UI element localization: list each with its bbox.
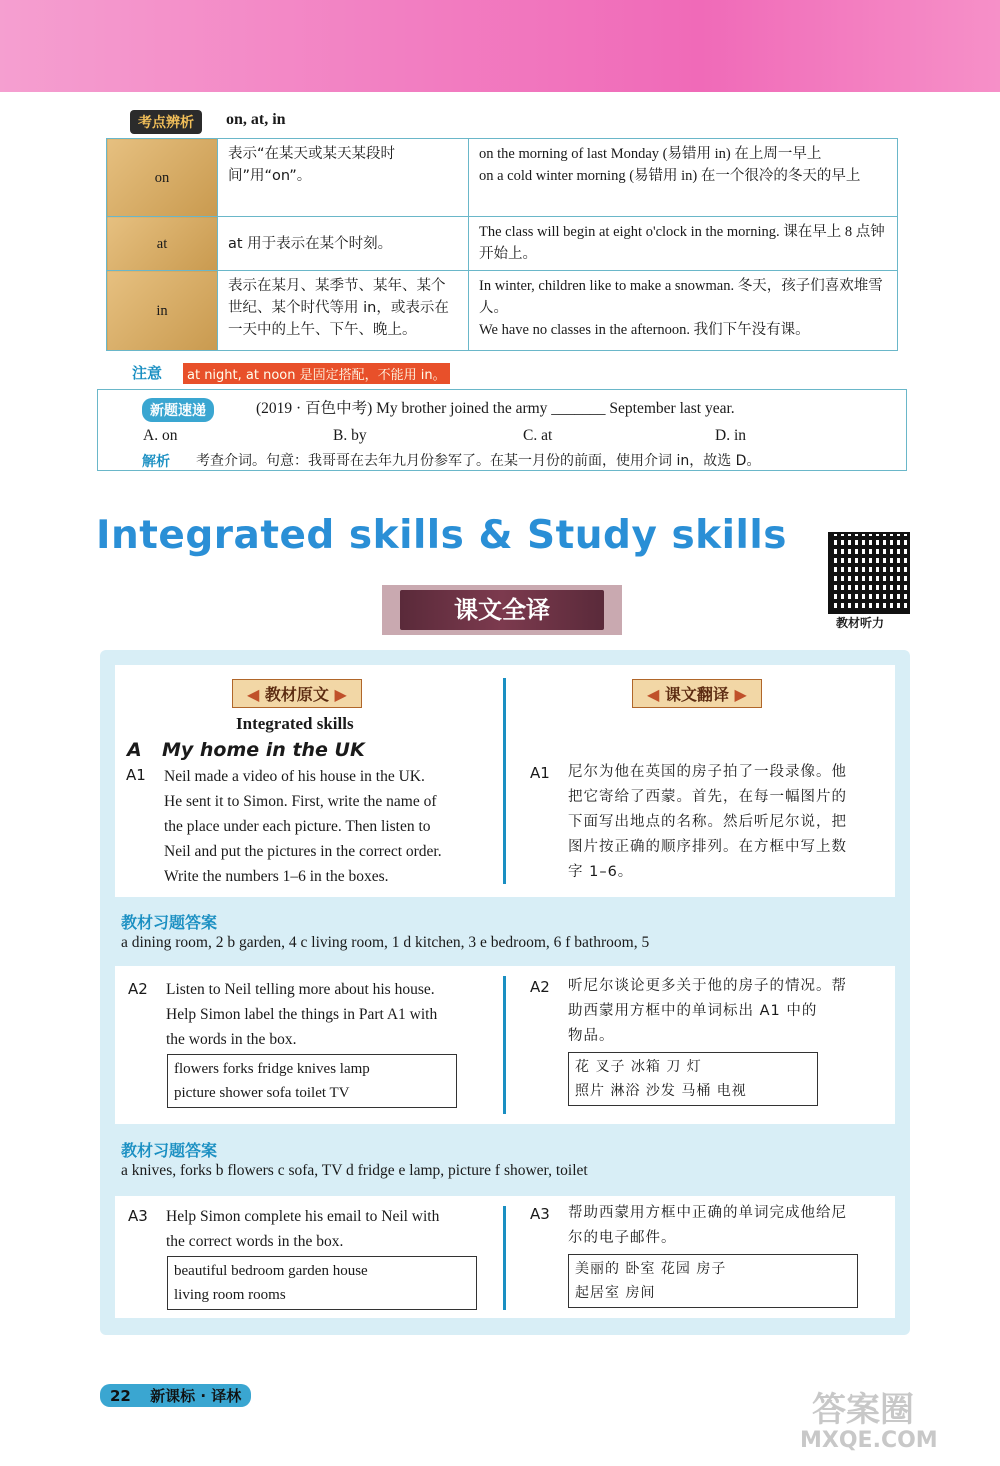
- word-line: 照片 淋浴 沙发 马桶 电视: [575, 1083, 747, 1099]
- word-line: picture shower sofa toilet TV: [174, 1085, 350, 1101]
- answer-text: a dining room, 2 b garden, 4 c living room, 1 d kitchen, 3 e bedroom, 6 f bathroom, 5: [121, 934, 650, 951]
- rule-cell: 表示“在某天或某天某段时间”用“on”。: [218, 139, 469, 217]
- answer-label: 教材习题答案: [121, 913, 218, 932]
- text-line: Neil made a video of his house in the UK.: [164, 768, 425, 785]
- table-row: [107, 217, 898, 271]
- table-row: [107, 271, 898, 351]
- top-decorative-bar: [0, 0, 1000, 92]
- text-line: Help Simon complete his email to Neil with: [166, 1208, 440, 1225]
- text-line: He sent it to Simon. First, write the name of: [164, 793, 437, 810]
- word-line: 花 叉子 冰箱 刀 灯: [575, 1059, 702, 1075]
- right-header-label: 课文翻译: [664, 685, 729, 704]
- column-divider: [503, 1206, 506, 1310]
- a1-chinese: [568, 760, 888, 885]
- column-divider: [503, 678, 506, 884]
- example-line: on the morning of last Monday (易错用 in) 在上周一早上: [479, 146, 822, 162]
- part-title: My home in the UK: [162, 739, 365, 761]
- text-line: Neil and put the pictures in the correct order.: [164, 843, 442, 860]
- kaodian-badge: 考点辨析: [130, 110, 202, 134]
- word-cell: in: [107, 271, 218, 351]
- example-line: We have no classes in the afternoon. 我们下午没有课。: [479, 322, 810, 338]
- answer-label: 教材习题答案: [121, 1141, 218, 1160]
- qr-code-icon[interactable]: [828, 532, 910, 614]
- a3-english: [166, 1204, 496, 1254]
- word-line: living room rooms: [174, 1287, 286, 1303]
- text-line: 物品。: [568, 1028, 615, 1044]
- note-text: at night, at noon 是固定搭配，不能用 in。: [183, 363, 450, 384]
- text-line: 尼尔为他在英国的房子拍了一段录像。他: [568, 764, 847, 780]
- word-line: beautiful bedroom garden house: [174, 1263, 368, 1279]
- text-line: 把它寄给了西蒙。首先，在每一幅图片的: [568, 789, 847, 805]
- example-cell: [469, 139, 898, 217]
- text-line: the words in the box.: [166, 1031, 297, 1048]
- text-line: 帮助西蒙用方框中正确的单词完成他给尼: [568, 1205, 847, 1221]
- text-line: 图片按正确的顺序排列。在方框中写上数: [568, 839, 847, 855]
- integrated-skills-heading: Integrated skills: [236, 714, 354, 733]
- part-letter: A: [127, 739, 142, 761]
- a3-word-box: [167, 1256, 477, 1310]
- banner-title: 课文全译: [400, 590, 604, 630]
- text-line: 听尼尔谈论更多关于他的房子的情况。帮: [568, 978, 847, 994]
- option-d: D. in: [715, 427, 746, 444]
- watermark-logo: 答案圈: [812, 1390, 914, 1430]
- jiexi-label: 解析: [142, 454, 170, 470]
- word-cell: on: [107, 139, 218, 217]
- text-line: Help Simon label the things in Part A1 with: [166, 1006, 438, 1023]
- text-line: 下面写出地点的名称。然后听尼尔说，把: [568, 814, 847, 830]
- section-title: Integrated skills & Study skills: [96, 513, 787, 558]
- a2-chinese: [568, 974, 888, 1049]
- text-line: the correct words in the box.: [166, 1233, 344, 1250]
- grammar-table: [106, 138, 898, 351]
- a3-chinese: [568, 1201, 888, 1251]
- text-line: Write the numbers 1–6 in the boxes.: [164, 868, 389, 885]
- option-a: A. on: [143, 427, 178, 444]
- text-line: the place under each picture. Then listen to: [164, 818, 431, 835]
- a3-label: A3: [128, 1207, 148, 1225]
- example-line: In winter, children like to make a snowman. 冬天，孩子们喜欢堆雪人。: [479, 278, 883, 316]
- series-name: 新课标 · 译林: [150, 1387, 242, 1405]
- note-label: 注意: [132, 364, 163, 382]
- page-number-badge: [100, 1384, 251, 1407]
- a1-english: [164, 764, 494, 889]
- word-cell: at: [107, 217, 218, 271]
- right-header: ◀ 课文翻译 ▶: [632, 679, 762, 708]
- word-line: 美丽的 卧室 花园 房子: [575, 1261, 727, 1277]
- a3-zh-word-box: [568, 1254, 858, 1308]
- qr-label: 教材听力: [836, 616, 885, 630]
- example-cell: [469, 217, 898, 271]
- text-line: 字 1–6。: [568, 864, 634, 880]
- jiexi-text: 考查介词。句意：我哥哥在去年九月份参军了。在某一月份的前面，使用介词 in，故选 D。: [196, 453, 761, 469]
- page-number: 22: [110, 1387, 131, 1405]
- option-c: C. at: [523, 427, 553, 444]
- table-row: [107, 139, 898, 217]
- text-line: 助西蒙用方框中的单词标出 A1 中的: [568, 1003, 818, 1019]
- a2-word-box: [167, 1054, 457, 1108]
- a3-zh-label: A3: [530, 1205, 550, 1223]
- text-line: 尔的电子邮件。: [568, 1230, 677, 1246]
- option-b: B. by: [333, 427, 367, 444]
- watermark-url: MXQE.COM: [800, 1428, 938, 1453]
- text-line: Listen to Neil telling more about his house.: [166, 981, 435, 998]
- a2-label: A2: [128, 980, 148, 998]
- left-header-label: 教材原文: [264, 685, 329, 704]
- answer-text: a knives, forks b flowers c sofa, TV d fridge e lamp, picture f shower, toilet: [121, 1162, 588, 1179]
- exercise-badge: 新题速递: [142, 398, 214, 422]
- exercise-question: (2019 · 百色中考) My brother joined the army _______ September last year.: [256, 400, 735, 417]
- word-line: flowers forks fridge knives lamp: [174, 1061, 370, 1077]
- a2-zh-label: A2: [530, 978, 550, 996]
- example-cell: [469, 271, 898, 351]
- a1-zh-label: A1: [530, 764, 550, 782]
- rule-cell: at 用于表示在某个时刻。: [218, 217, 469, 271]
- left-header: ◀ 教材原文 ▶: [232, 679, 362, 708]
- a2-english: [166, 977, 496, 1052]
- a1-label: A1: [126, 766, 146, 784]
- word-line: 起居室 房间: [575, 1285, 656, 1301]
- rule-cell: 表示在某月、某季节、某年、某个世纪、某个时代等用 in，或表示在一天中的上午、下午、晚上。: [218, 271, 469, 351]
- a2-zh-word-box: [568, 1052, 818, 1106]
- example-line: The class will begin at eight o'clock in the morning. 课在早上 8 点钟开始上。: [479, 224, 885, 262]
- kaodian-title: on, at, in: [226, 111, 286, 128]
- example-line: on a cold winter morning (易错用 in) 在一个很冷的冬天的早上: [479, 168, 861, 184]
- column-divider: [503, 976, 506, 1114]
- exercise-box: [97, 389, 907, 471]
